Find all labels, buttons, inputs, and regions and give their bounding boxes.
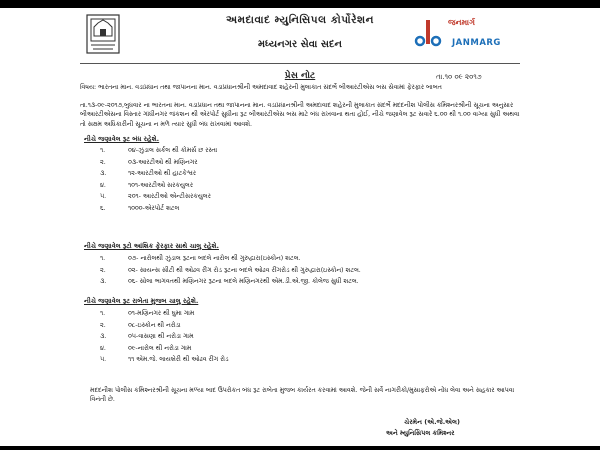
office-name: મધ્યનગર સેવા સદન (257, 39, 342, 50)
top-border (0, 0, 600, 8)
header-divider (80, 63, 520, 64)
subject-line: વિષય: ભારતના માન. વડાપ્રધાન તથા જાપાનના માન. વડાપ્રધાનશ્રીની અમદાવાદ શહેરની મુલાકાત સંદર્ભે બીઆરટીએસ બસ સેવામાં ફેરફાર બાબત (80, 84, 442, 91)
list-item: ૩. ૦૬- સોલા ભાગવતથી મણિનગર રૂટના બદલે મણિનગરથી એમ.ડી.એ.જી. કોલેજ સુધી શટલ. (100, 278, 359, 286)
normal-routes-list (100, 308, 228, 366)
list-item: ૪. ૧૦૧-આરટીઓ સરકયુલર (100, 181, 193, 189)
intro-paragraph: તા.૧૩-૦૯-૨૦૧૭,બુધવાર ના ભારતના માન. વડાપ્રધાન તથા જાપાનના માન. વડાપ્રધાનશ્રીની અમદાવાદ શહેરની મુલાકાત સંદર્ભે મદદનીશ પોલીસ કમિશ્નરશ્રીની સૂચના અનુસાર બીઆરટીએસના વિસ્તાર ગાંધીનગર જંકશન થી એરપોર્ટ સુધીના રૂટ બીઆરટીએસ બસ માટે બંધ રાખવાના થતા હોઈ, નીચે જણાવેલ રૂટ સવારે ૬.૦૦ થી ૧.૦૦ વાગ્યા સુધી અથવા તો સક્ષમ અધિકારીની સૂચના ન મળે ત્યાર સુધી બંધ રાખવામાં આવશે. (80, 102, 520, 128)
list-item: ૧. ૦૭- નારોલથી ઝુંડાલ રૂટના બદલે નારોલ થી ગુરુદ્વારા(ઇસ્કોન) શટલ. (100, 255, 301, 262)
bottom-border (0, 446, 600, 450)
list-item: ૩. ૦૫-વાસણા થી નરોડા ગામ (100, 333, 194, 341)
signature-title: ચેરમેન (એ.જે.એલ) (404, 418, 460, 426)
list-item: ૧. ૦૧-મણિનગર થી ઘુમા ગામ (100, 310, 195, 317)
press-note-title: પ્રેસ નોટ (284, 71, 316, 81)
list-item: ૨. ૦૩-આરટીઓ થી મણિનગર (100, 158, 198, 166)
list-item: ૫. ૧૧ એમ.જે. લાયબ્રેરી થી ઓઢવ રીંગ રોડ (100, 356, 229, 364)
list-item: ૫. ૨૦૧- આરટીઓ એન્ટીસરકયુલર (100, 193, 211, 201)
organization-name: અમદાવાદ મ્યુનિસિપલ કોર્પોરેશન (226, 14, 374, 26)
janmarg-logo-icon (412, 16, 446, 50)
list-item: ૨. ૦૨- સાયન્સ સીટી થી ઓઢવ રીંગ રોડ રૂટના બદલે ઓઢવ રીંગરોડ થી ગુરુદ્વારા(ઇસ્કોન) શટલ. (100, 266, 361, 274)
section-normal-heading: નીચે જણાવેલ રૂટ રાબેતા મુજબ ચાલુ રહેશે. (84, 297, 199, 305)
section-closed-heading: નીચે જણાવેલ રૂટ બંધ રહેશે. (84, 135, 160, 143)
signature-designation: અને મ્યુનિસિપલ કમિશ્નર (386, 429, 455, 437)
closed-routes-list (100, 145, 217, 215)
list-item: ૪. ૦૯-નારોલ થી નરોડા ગામ (100, 344, 192, 352)
section-partial-heading: નીચે જણાવેલ રૂટો આંશિક ફેરફાર સાથે ચાલુ રહેશે. (84, 242, 219, 250)
list-item: ૩. ૧૨-આરટીઓ થી હાટકેશ્વર (100, 170, 196, 178)
logo-tagline: જનમાર્ગ (448, 18, 475, 27)
list-item: ૧. ૦૪-ઝુંડાલ સર્કલ થી કોમર્સ છ રસ્તા (100, 147, 218, 154)
logo-brand: JANMARG (452, 38, 501, 48)
partial-routes-list (100, 253, 361, 288)
press-note-date: તા.૧૦ ૦૯ ૨૦૧૭ (436, 73, 482, 81)
list-item: ૨. ૦૮-ઇસ્કોન થી નરોડા (100, 321, 181, 329)
list-item: ૬. ૧૦૦૦-એરપોર્ટ શટલ (100, 204, 180, 212)
closing-paragraph: મદદનીશ પોલીસ કમિશ્નરશ્રીની સૂચના મળ્યા બાદ ઉપરોકત બંધ રૂટ રાબેતા મુજબ કાર્યરત કરવામાં આવશે. જેની સર્વે નાગરીકો/મુસાફરોએ નોંધ લેવા અને સહકાર આપવા વિનંતી છે. (90, 387, 515, 404)
